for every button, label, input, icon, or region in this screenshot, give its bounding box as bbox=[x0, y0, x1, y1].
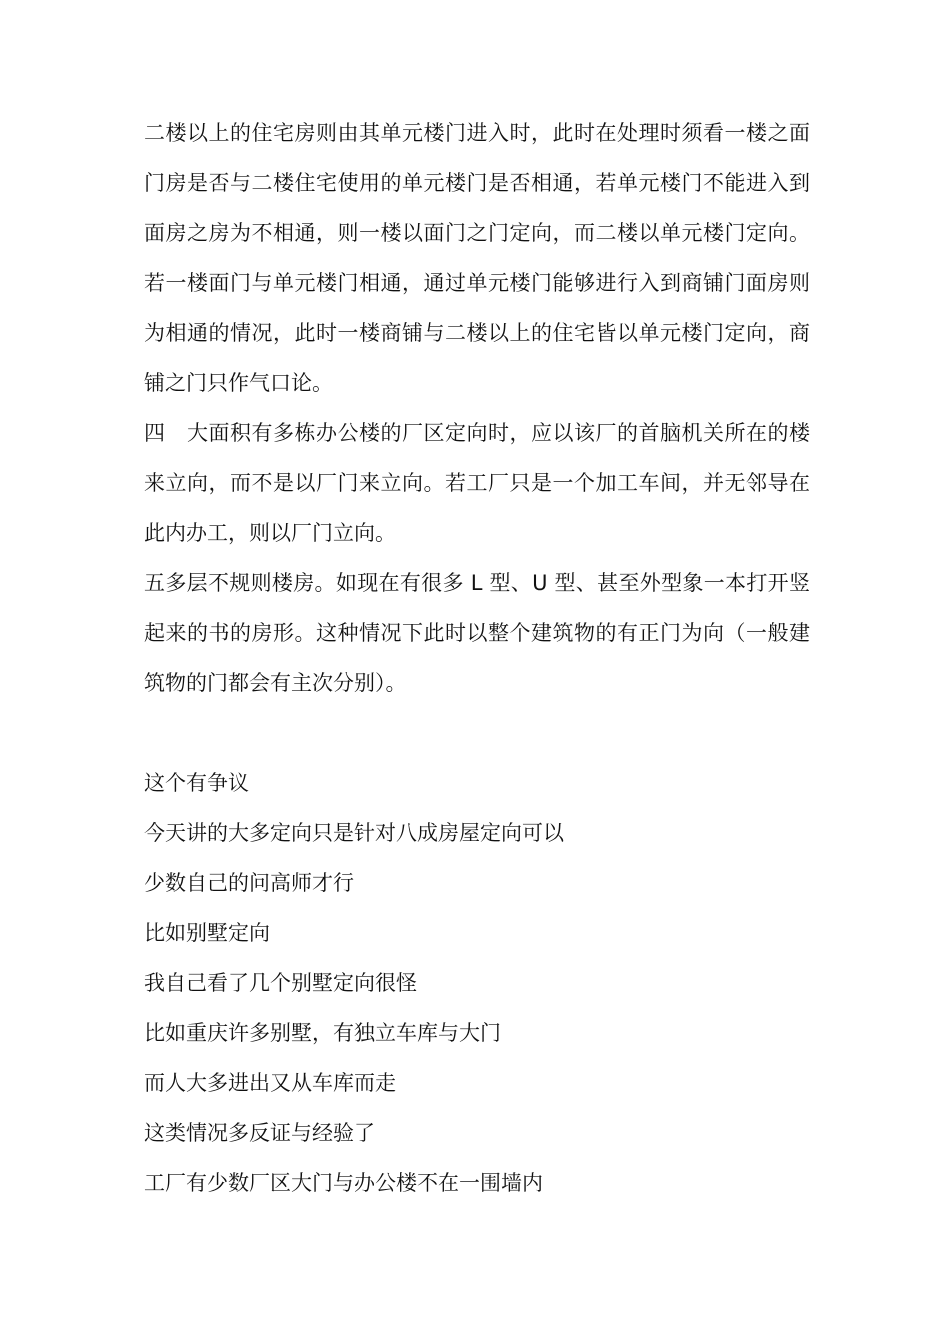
blank-line bbox=[144, 708, 810, 758]
comment-line: 这类情况多反证与经验了 bbox=[144, 1121, 375, 1145]
comment-line: 工厂有少数厂区大门与办公楼不在一围墙内 bbox=[144, 1171, 543, 1195]
comment-line: 这个有争议 bbox=[144, 771, 249, 795]
paragraph-factory-orientation: 四 大面积有多栋办公楼的厂区定向时，应以该厂的首脑机关所在的楼来立向，而不是以厂门来立向。若工厂只是一个加工车间，并无邻导在此内办工，则以厂门立向。 bbox=[144, 421, 810, 545]
paragraph-entrance-rules: 二楼以上的住宅房则由其单元楼门进入时，此时在处理时须看一楼之面门房是否与二楼住宅使用的单元楼门是否相通，若单元楼门不能进入到面房之房为不相通，则一楼以面门之门定向，而二楼以单元楼门定向。若一楼面门与单元楼门相通，通过单元楼门能够进行入到商铺门面房则为相通的情况，此时一楼商铺与二楼以上的住宅皆以单元楼门定向，商铺之门只作气口论。 bbox=[144, 121, 810, 395]
comment-line: 而人大多进出又从车库而走 bbox=[144, 1071, 396, 1095]
comment-line: 今天讲的大多定向只是针对八成房屋定向可以 bbox=[144, 821, 564, 845]
comment-line: 比如重庆许多别墅，有独立车库与大门 bbox=[144, 1021, 501, 1045]
document-body bbox=[144, 108, 810, 1208]
comment-line: 比如别墅定向 bbox=[144, 921, 270, 945]
paragraph-irregular-buildings: 五多层不规则楼房。如现在有很多 L 型、U 型、甚至外型象一本打开竖起来的书的房形。这种情况下此时以整个建筑物的有正门为向（一般建筑物的门都会有主次分别）。 bbox=[144, 571, 810, 695]
comment-line: 我自己看了几个别墅定向很怪 bbox=[144, 971, 417, 995]
comment-line: 少数自己的问高师才行 bbox=[144, 871, 354, 895]
